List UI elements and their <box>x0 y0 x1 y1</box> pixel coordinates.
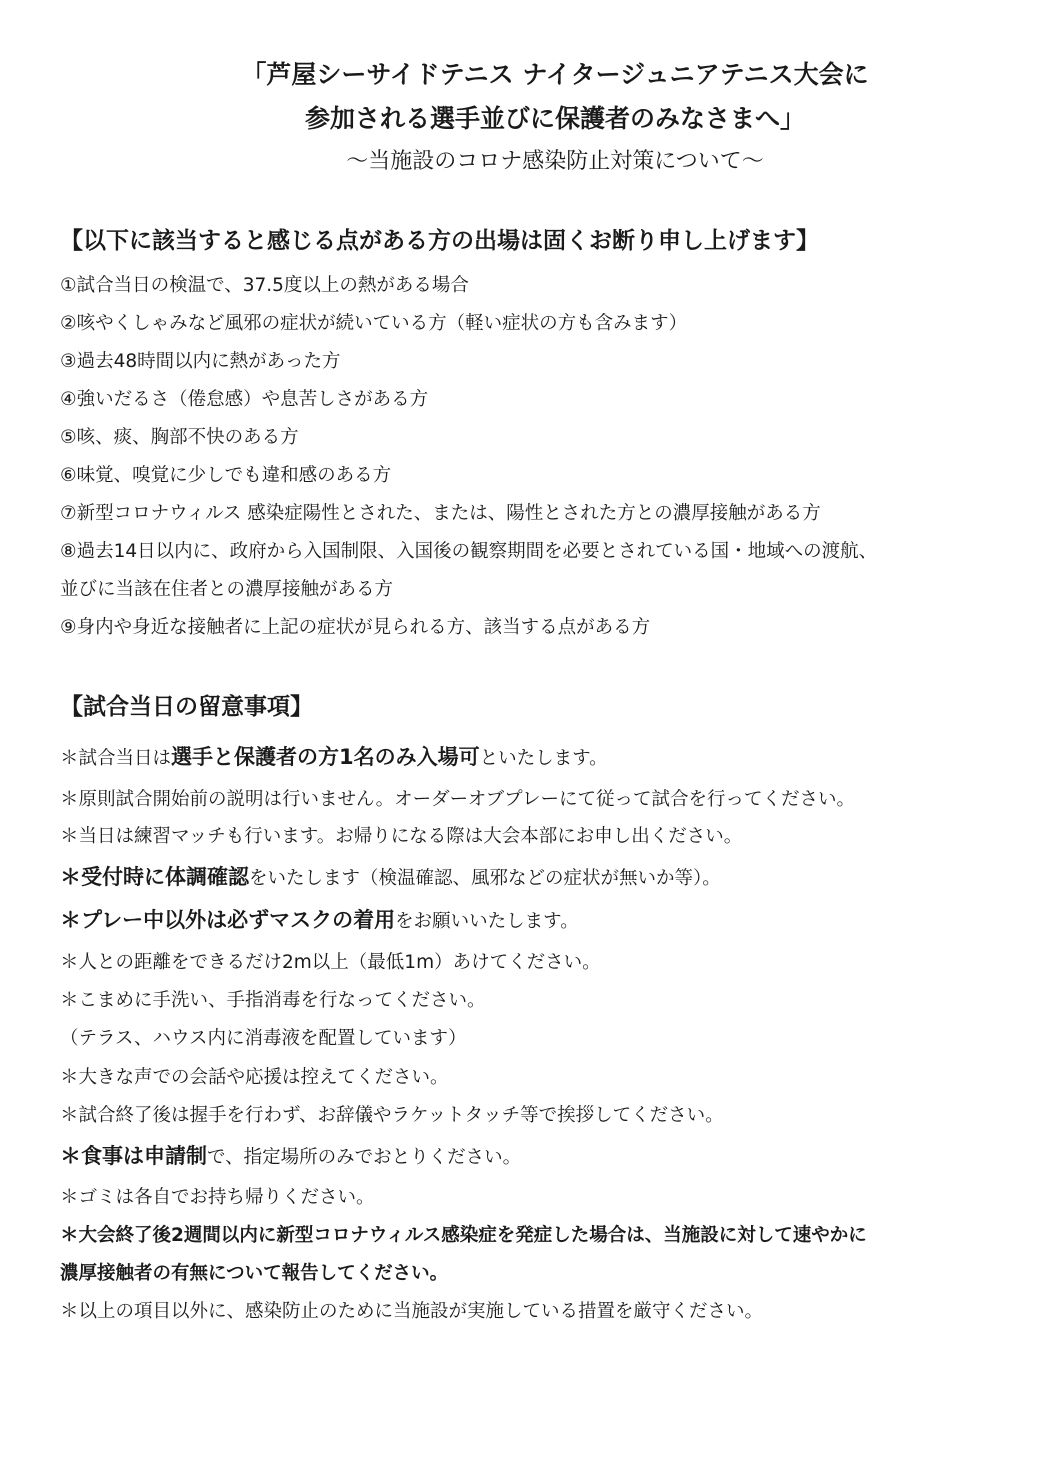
note-meals <box>60 1143 1020 1171</box>
note-distance: ＊人との距離をできるだけ2m以上（最低1m）あけてください。 <box>60 952 601 973</box>
title-line-1: 「芦屋シーサイドテニス ナイタージュニアテニス大会に <box>241 60 869 89</box>
section-heading-notes: 【試合当日の留意事項】 <box>60 694 313 720</box>
note-emphasis: ＊プレー中以外は必ずマスクの着用 <box>60 908 396 932</box>
exclusion-item-6: ⑥味覚、嗅覚に少しでも違和感のある方 <box>60 465 392 486</box>
note-emphasis: ＊受付時に体調確認 <box>60 865 249 889</box>
note-emphasis: 選手と保護者の方1名のみ入場可 <box>171 745 480 769</box>
exclusion-item-5: ⑤咳、痰、胸部不快のある方 <box>60 427 299 448</box>
note-text: をいたします（検温確認、風邪などの症状が無いか等）。 <box>249 868 721 889</box>
note-handwash: ＊こまめに手洗い、手指消毒を行なってください。 <box>60 990 486 1011</box>
title-line-2: 参加される選手並びに保護者のみなさまへ」 <box>304 104 805 133</box>
note-report: ＊大会終了後2週間以内に新型コロナウィルス感染症を発症した場合は、当施設に対して速やかに <box>60 1225 867 1246</box>
exclusion-item-7: ⑦新型コロナウィルス 感染症陽性とされた、または、陽性とされた方との濃厚接触がある方 <box>60 503 821 524</box>
note-text: といたします。 <box>479 748 608 769</box>
note-no-briefing: ＊原則試合開始前の説明は行いません。オーダーオブプレーにて従って試合を行ってください。 <box>60 789 855 810</box>
exclusion-item-3: ③過去48時間以内に熱があった方 <box>60 351 341 372</box>
note-greeting: ＊試合終了後は握手を行わず、お辞儀やラケットタッチ等で挨拶してください。 <box>60 1105 724 1126</box>
exclusion-item-8-cont: 並びに当該在住者との濃厚接触がある方 <box>60 579 394 600</box>
note-practice-match: ＊当日は練習マッチも行います。お帰りになる際は大会本部にお申し出ください。 <box>60 826 743 847</box>
exclusion-item-4: ④強いだるさ（倦怠感）や息苦しさがある方 <box>60 389 429 410</box>
exclusion-item-1: ①試合当日の検温で、37.5度以上の熱がある場合 <box>60 275 469 296</box>
note-health-check <box>60 864 1020 892</box>
note-emphasis: ＊食事は申請制 <box>60 1144 207 1168</box>
note-disinfectant: （テラス、ハウス内に消毒液を配置しています） <box>60 1028 467 1049</box>
note-report-cont: 濃厚接触者の有無について報告してください。 <box>60 1263 449 1284</box>
note-compliance: ＊以上の項目以外に、感染防止のために当施設が実施している措置を厳守ください。 <box>60 1301 764 1322</box>
note-quiet: ＊大きな声での会話や応援は控えてください。 <box>60 1067 449 1088</box>
note-mask <box>60 907 1020 935</box>
exclusion-item-2: ②咳やくしゃみなど風邪の症状が続いている方（軽い症状の方も含みます） <box>60 313 688 334</box>
note-entry-admission <box>60 744 1020 772</box>
note-text: をお願いいたします。 <box>395 911 579 932</box>
note-garbage: ＊ゴミは各自でお持ち帰りください。 <box>60 1187 375 1208</box>
note-text: ＊試合当日は <box>60 748 172 769</box>
section-heading-exclusions: 【以下に該当すると感じる点がある方の出場は固くお断り申し上げます】 <box>60 228 819 254</box>
subtitle: 〜当施設のコロナ感染防止対策について〜 <box>346 149 764 174</box>
exclusion-item-9: ⑨身内や身近な接触者に上記の症状が見られる方、該当する点がある方 <box>60 617 651 638</box>
exclusion-item-8: ⑧過去14日以内に、政府から入国制限、入国後の観察期間を必要とされている国・地域への渡航、 <box>60 541 878 562</box>
note-text: で、指定場所のみでおとりください。 <box>207 1147 522 1168</box>
